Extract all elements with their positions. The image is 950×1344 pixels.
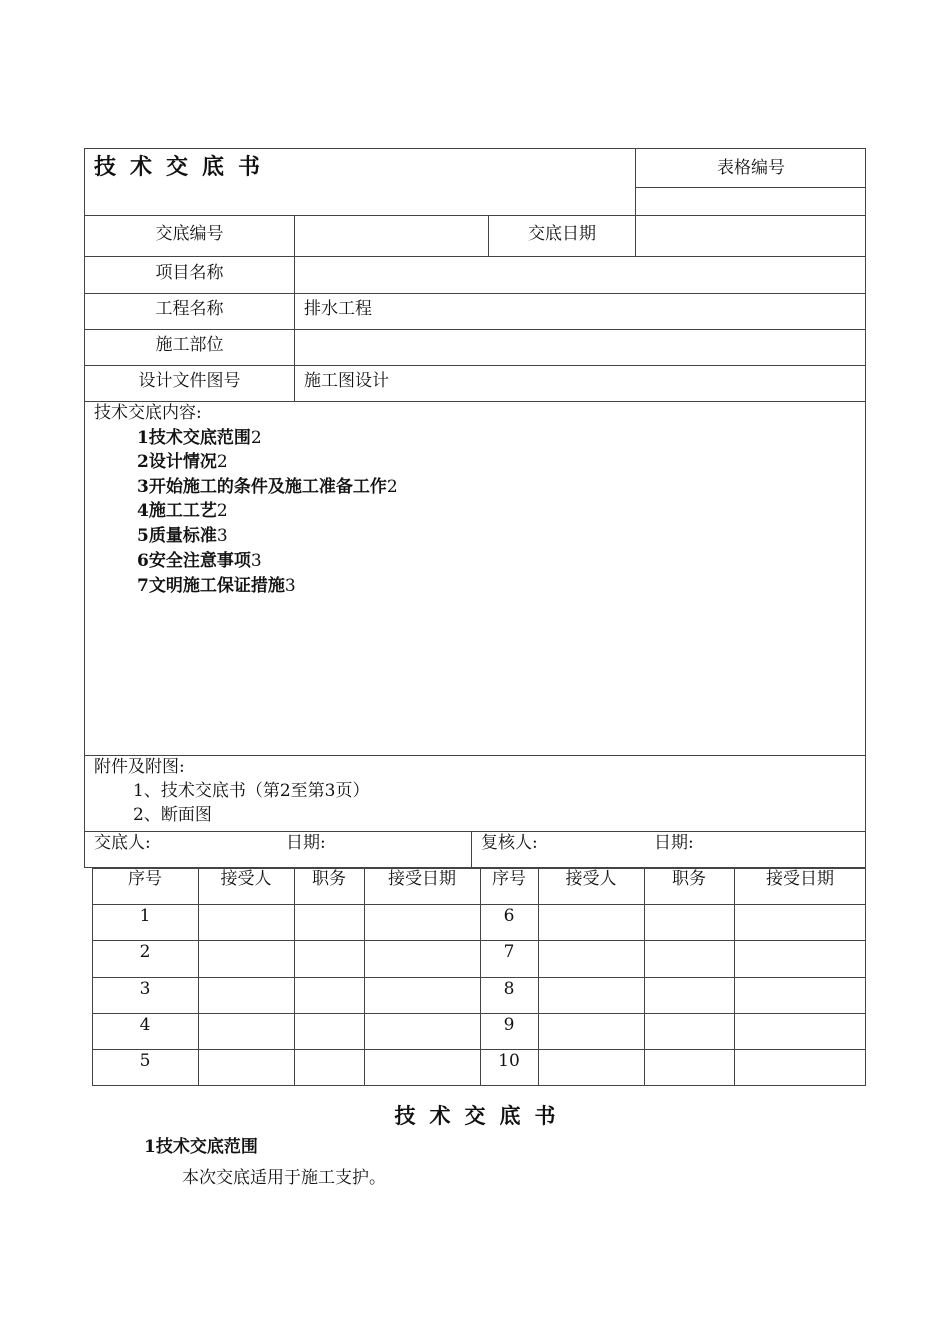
- row-number: 1: [139, 906, 151, 926]
- form-number-label: 表格编号: [717, 158, 785, 178]
- table-line: [644, 868, 645, 1086]
- design-drawing-label: 设计文件图号: [138, 371, 241, 391]
- disclosure-date-label: 交底日期: [528, 224, 596, 244]
- design-drawing-value: 施工图设计: [304, 371, 389, 391]
- form-line: [84, 365, 866, 366]
- row-number: 9: [503, 1015, 515, 1035]
- review-date-label: 日期:: [654, 833, 694, 853]
- form-line: [84, 831, 866, 832]
- form-line: [84, 215, 866, 216]
- attachment-item: 1、技术交底书（第2至第3页）: [133, 781, 370, 801]
- disclosure-signoff-date-label: 日期:: [286, 833, 326, 853]
- toc-item: 2设计情况2: [137, 452, 228, 472]
- row-number: 4: [139, 1015, 151, 1035]
- toc-item: 1技术交底范围2: [137, 428, 262, 448]
- column-header: 序号: [128, 869, 162, 889]
- column-header: 职务: [672, 869, 706, 889]
- table-line: [92, 1013, 866, 1014]
- table-line: [92, 904, 866, 905]
- table-line: [92, 940, 866, 941]
- toc-item: 4施工工艺2: [137, 501, 228, 521]
- content-label: 技术交底内容:: [94, 403, 202, 423]
- attachment-item: 2、断面图: [133, 805, 212, 825]
- form-line: [84, 329, 866, 330]
- form-line: [84, 256, 866, 257]
- row-number: 6: [503, 906, 515, 926]
- reviewer-label: 复核人:: [481, 833, 538, 853]
- construction-part-label: 施工部位: [155, 335, 224, 355]
- row-number: 3: [139, 979, 151, 999]
- row-number: 2: [139, 942, 151, 962]
- column-header: 接受人: [565, 869, 617, 889]
- form-line: [84, 293, 866, 294]
- row-number: 8: [503, 979, 515, 999]
- discloser-label: 交底人:: [94, 833, 151, 853]
- row-number: 5: [139, 1051, 151, 1071]
- toc-item: 6安全注意事项3: [137, 551, 262, 571]
- engineering-name-value: 排水工程: [304, 299, 372, 319]
- form-line: [294, 215, 295, 401]
- table-line: [294, 868, 295, 1086]
- section-text: 本次交底适用于施工支护。: [182, 1168, 386, 1188]
- table-line: [92, 1049, 866, 1050]
- column-header: 接受人: [220, 869, 272, 889]
- toc-item: 7文明施工保证措施3: [137, 576, 296, 596]
- column-header: 接受日期: [766, 869, 834, 889]
- document-title: 技术交底书: [394, 1103, 570, 1128]
- attachments-label: 附件及附图:: [94, 757, 185, 777]
- disclosure-number-label: 交底编号: [155, 224, 224, 244]
- form-line: [635, 187, 866, 188]
- column-header: 序号: [492, 869, 526, 889]
- form-line: [84, 401, 866, 402]
- form-line: [84, 755, 866, 756]
- table-line: [538, 868, 539, 1086]
- table-line: [92, 977, 866, 978]
- toc-item: 5质量标准3: [137, 526, 228, 546]
- row-number: 10: [498, 1051, 520, 1071]
- project-name-label: 项目名称: [155, 263, 224, 283]
- row-number: 7: [503, 942, 515, 962]
- toc-item: 3开始施工的条件及施工准备工作2: [137, 477, 398, 497]
- column-header: 接受日期: [388, 869, 456, 889]
- table-line: [364, 868, 365, 1086]
- table-line: [734, 868, 735, 1086]
- form-title: 技术交底书: [94, 154, 275, 180]
- column-header: 职务: [312, 869, 346, 889]
- form-line: [471, 831, 472, 868]
- section-heading: 1技术交底范围: [144, 1137, 258, 1157]
- engineering-name-label: 工程名称: [155, 299, 224, 319]
- table-line: [198, 868, 199, 1086]
